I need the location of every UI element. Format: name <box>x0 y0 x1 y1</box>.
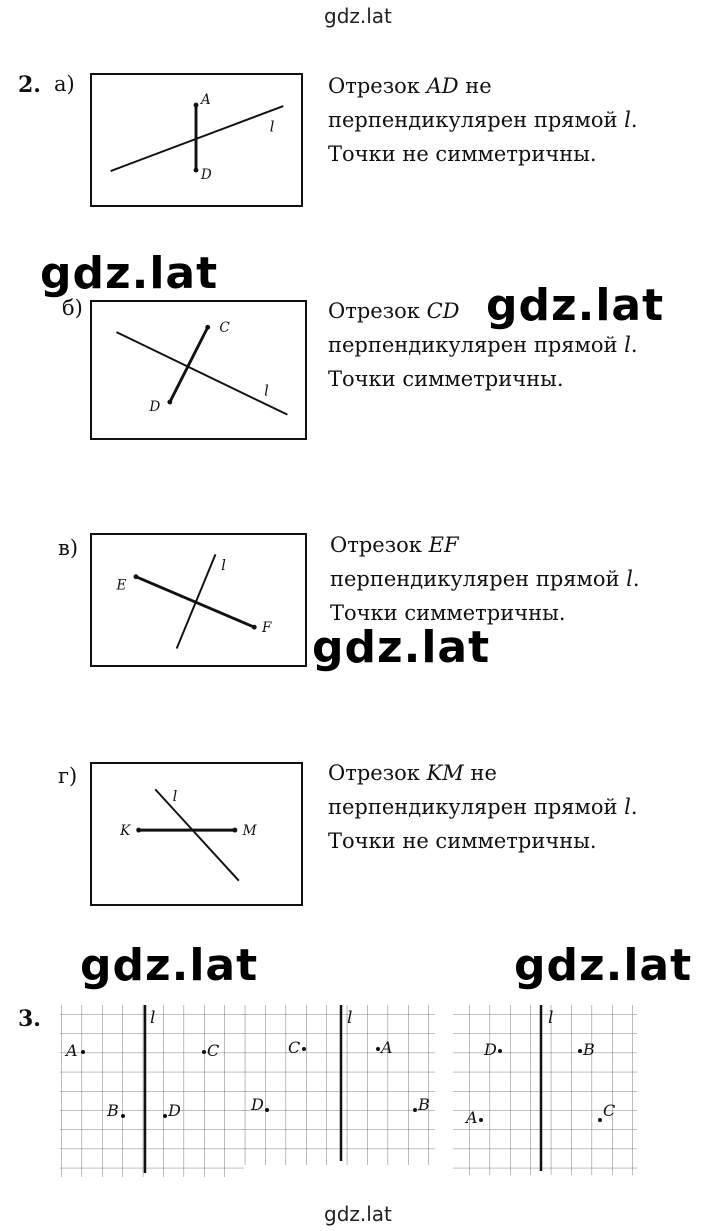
item-g-label: г) <box>58 764 78 788</box>
watermark-bottom: gdz.lat <box>324 1202 392 1226</box>
grid-3-line-label: l <box>548 1008 554 1028</box>
figure-b-drawing <box>92 302 305 438</box>
watermark-big-3: gdz.lat <box>312 622 491 673</box>
point-f-label: F <box>262 620 272 637</box>
point-a-label: A <box>200 92 211 109</box>
point-k-label: K <box>120 822 131 839</box>
point-e-label: E <box>116 577 127 594</box>
figure-b <box>90 300 307 440</box>
grid-2-label-b: B <box>418 1095 430 1114</box>
watermark-big-2: gdz.lat <box>486 280 665 331</box>
task-3-number: 3. <box>18 1006 41 1032</box>
figure-g-drawing <box>92 764 301 904</box>
watermark-top: gdz.lat <box>324 4 392 28</box>
figure-a-drawing <box>92 75 301 205</box>
answer-v: Отрезок EF перпендикулярен прямой l. Точки симметричны. <box>330 533 640 625</box>
grid-3-label-a: A <box>466 1108 478 1127</box>
item-v-label: в) <box>58 536 79 560</box>
grid-1 <box>60 1005 244 1177</box>
point-d-label: D <box>200 166 212 183</box>
grid-1-line-label: l <box>150 1008 156 1028</box>
line-l-label: l <box>264 382 269 400</box>
grid-3-label-c: C <box>603 1101 616 1120</box>
point-c-label: C <box>219 320 230 337</box>
task-3-grids <box>0 995 720 1180</box>
grid-1-label-c: C <box>207 1041 220 1060</box>
grid-3-label-b: B <box>583 1040 595 1059</box>
figure-a <box>90 73 303 207</box>
task-2-number: 2. <box>18 72 41 98</box>
grid-2 <box>243 1005 435 1165</box>
grid-2-label-c: C <box>288 1038 301 1057</box>
answer-g: Отрезок KM не перпендикулярен прямой l. Точки не симметричны. <box>328 761 638 853</box>
grid-2-label-d: D <box>251 1095 264 1114</box>
watermark-big-1: gdz.lat <box>40 248 219 299</box>
point-d-label: D <box>149 398 161 415</box>
item-b-label: б) <box>62 296 83 320</box>
point-m-label: M <box>242 822 257 839</box>
line-l-label: l <box>221 556 226 574</box>
grid-2-line-label: l <box>347 1008 353 1028</box>
answer-b: Отрезок CD перпендикулярен прямой l. Точки симметричны. <box>328 299 638 391</box>
item-a-label: а) <box>54 72 75 96</box>
figure-v <box>90 533 307 667</box>
grid-3-label-d: D <box>484 1040 497 1059</box>
figure-g <box>90 762 303 906</box>
watermark-big-5: gdz.lat <box>514 940 693 991</box>
grid-1-label-b: B <box>107 1101 119 1120</box>
grid-3 <box>453 1005 637 1175</box>
grid-2-label-a: A <box>381 1038 393 1057</box>
grid-1-label-d: D <box>168 1101 181 1120</box>
grid-1-label-a: A <box>66 1041 78 1060</box>
line-l-label: l <box>172 787 178 805</box>
figure-v-drawing <box>92 535 305 665</box>
watermark-big-4: gdz.lat <box>80 940 259 991</box>
answer-a: Отрезок AD не перпендикулярен прямой l. Точки не симметричны. <box>328 74 638 166</box>
line-l-label: l <box>269 118 275 136</box>
